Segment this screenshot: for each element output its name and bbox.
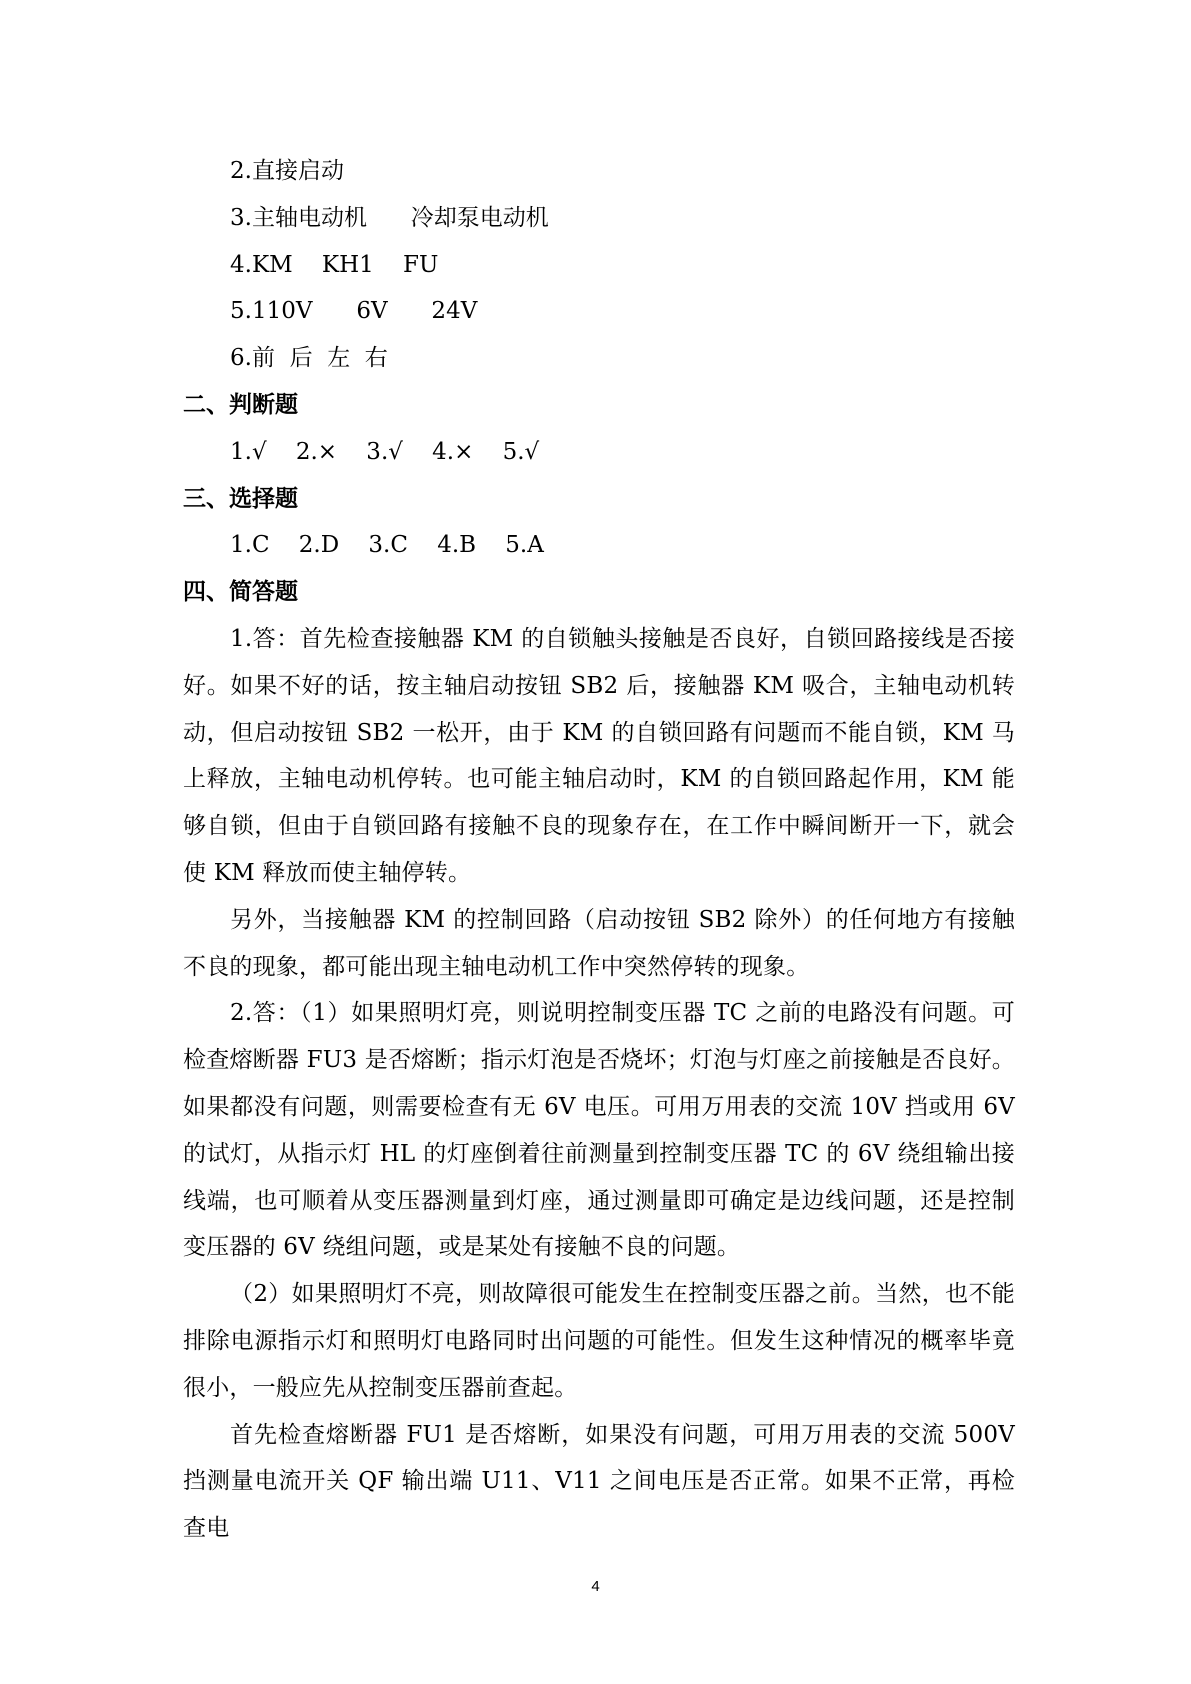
- fill-answer-3: 3.主轴电动机 冷却泵电动机: [230, 204, 549, 231]
- page-content: [183, 148, 1015, 1552]
- short-answer-paragraph: 1.答：首先检查接触器 KM 的自锁触头接触是否良好，自锁回路接线是否接好。如果不好的话，按主轴启动按钮 SB2 后，接触器 KM 吸合，主轴电动机转动，但启动按钮 SB2 一松开，由于 KM 的自锁回路有问题而不能自锁，KM 马上释放，主轴电动机停转。也可能主轴启动时，KM 的自锁回路起作用，KM 能够自锁，但由于自锁回路有接触不良的现象存在，在工作中瞬间断开一下，就会使 KM 释放而使主轴停转。: [183, 625, 1015, 886]
- section-choice-title: 三、选择题: [183, 484, 298, 512]
- fill-answer-5: 5.110V 6V 24V: [230, 298, 478, 325]
- fill-answer-2: 2.直接启动: [230, 158, 344, 184]
- short-answer-paragraph: 另外，当接触器 KM 的控制回路（启动按钮 SB2 除外）的任何地方有接触不良的现象，都可能出现主轴电动机工作中突然停转的现象。: [183, 906, 1015, 980]
- fill-answer-4: 4.KM KH1 FU: [230, 251, 439, 278]
- short-answer-paragraph: 2.答：（1）如果照明灯亮，则说明控制变压器 TC 之前的电路没有问题。可检查熔断器 FU3 是否熔断；指示灯泡是否烧坏；灯泡与灯座之前接触是否良好。如果都没有问题，则需要检查有无 6V 电压。可用万用表的交流 10V 挡或用 6V 的试灯，从指示灯 HL 的灯座倒着往前测量到控制变压器 TC 的 6V 绕组输出接线端，也可顺着从变压器测量到灯座，通过测量即可确定是边线问题，还是控制变压器的 6V 绕组问题，或是某处有接触不良的问题。: [183, 1000, 1015, 1261]
- short-answer-paragraph: （2）如果照明灯不亮，则故障很可能发生在控制变压器之前。当然，也不能排除电源指示灯和照明灯电路同时出问题的可能性。但发生这种情况的概率毕竟很小，一般应先从控制变压器前查起。: [183, 1281, 1015, 1401]
- short-answer-paragraph: 首先检查熔断器 FU1 是否熔断，如果没有问题，可用万用表的交流 500V 挡测量电流开关 QF 输出端 U11、V11 之间电压是否正常。如果不正常，再检查电: [183, 1421, 1015, 1542]
- section-choice-answers: 1.C 2.D 3.C 4.B 5.A: [230, 532, 544, 559]
- fill-answer-6: 6.前 后 左 右: [230, 345, 388, 372]
- section-judge-title: 二、判断题: [183, 390, 298, 418]
- page-number: 4: [591, 1578, 600, 1595]
- section-short-title: 四、简答题: [183, 578, 298, 606]
- section-judge-answers: 1.√ 2.× 3.√ 4.× 5.√: [230, 438, 540, 465]
